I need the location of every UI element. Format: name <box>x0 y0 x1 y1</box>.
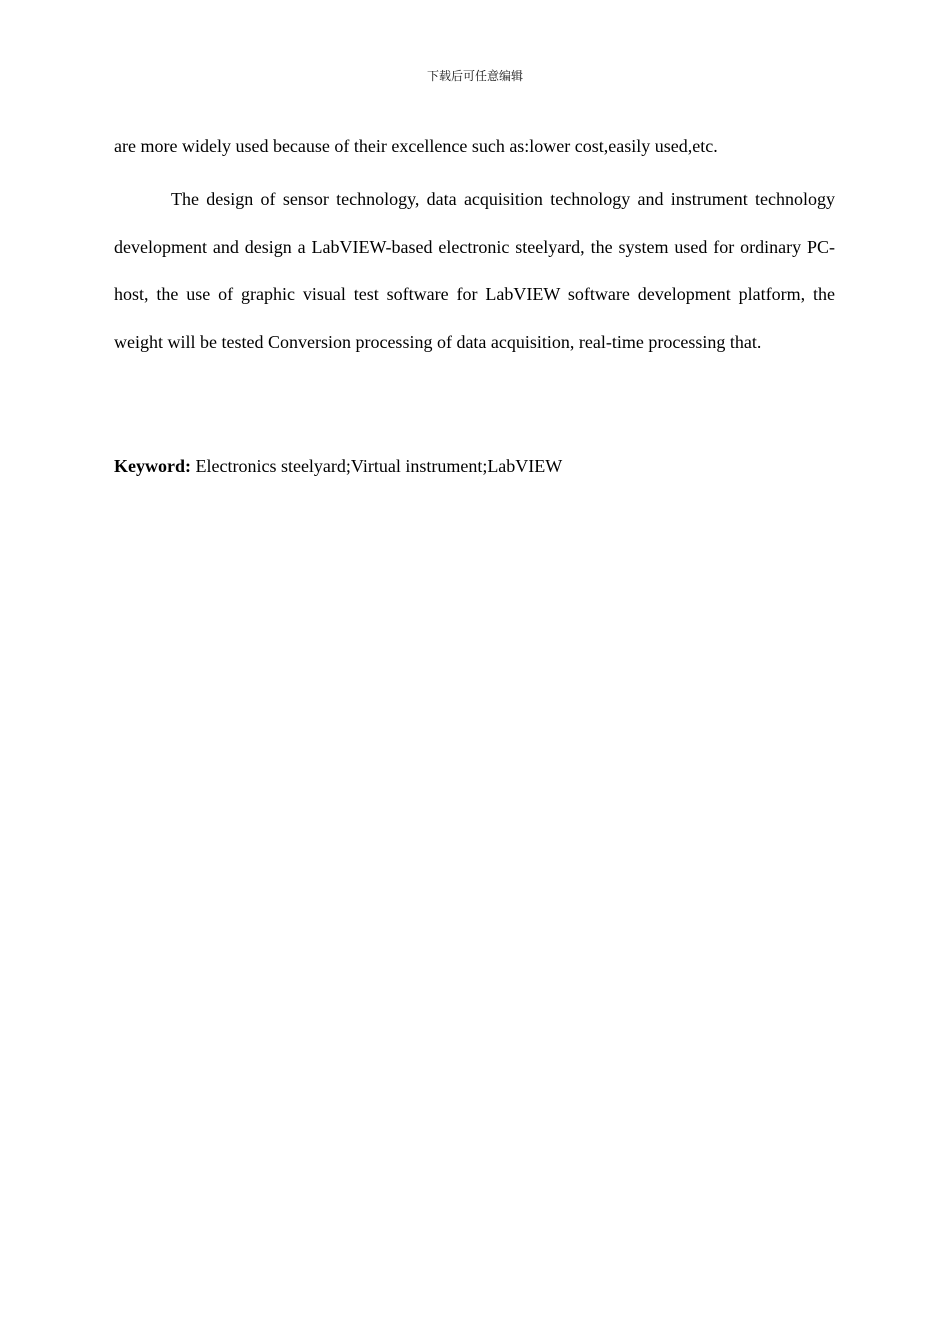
abstract-paragraph: The design of sensor technology, data acquisition technology and instrument technology development and design a LabVIEW-based electronic steelyard, the system used for ordinary PC-host, the use of graphic visual test software for LabVIEW software development platform, the weight will be tested Conversion processing of data acquisition, real-time processing that. <box>114 189 835 352</box>
abstract-continuation: are more widely used because of their excellence such as:lower cost,easily used,etc. <box>114 136 718 156</box>
keywords-label: Keyword: <box>114 456 191 476</box>
keywords-line <box>114 454 835 478</box>
keywords-value: Electronics steelyard;Virtual instrument;LabVIEW <box>195 456 563 476</box>
page-header: 下载后可任意编辑 <box>426 69 523 83</box>
